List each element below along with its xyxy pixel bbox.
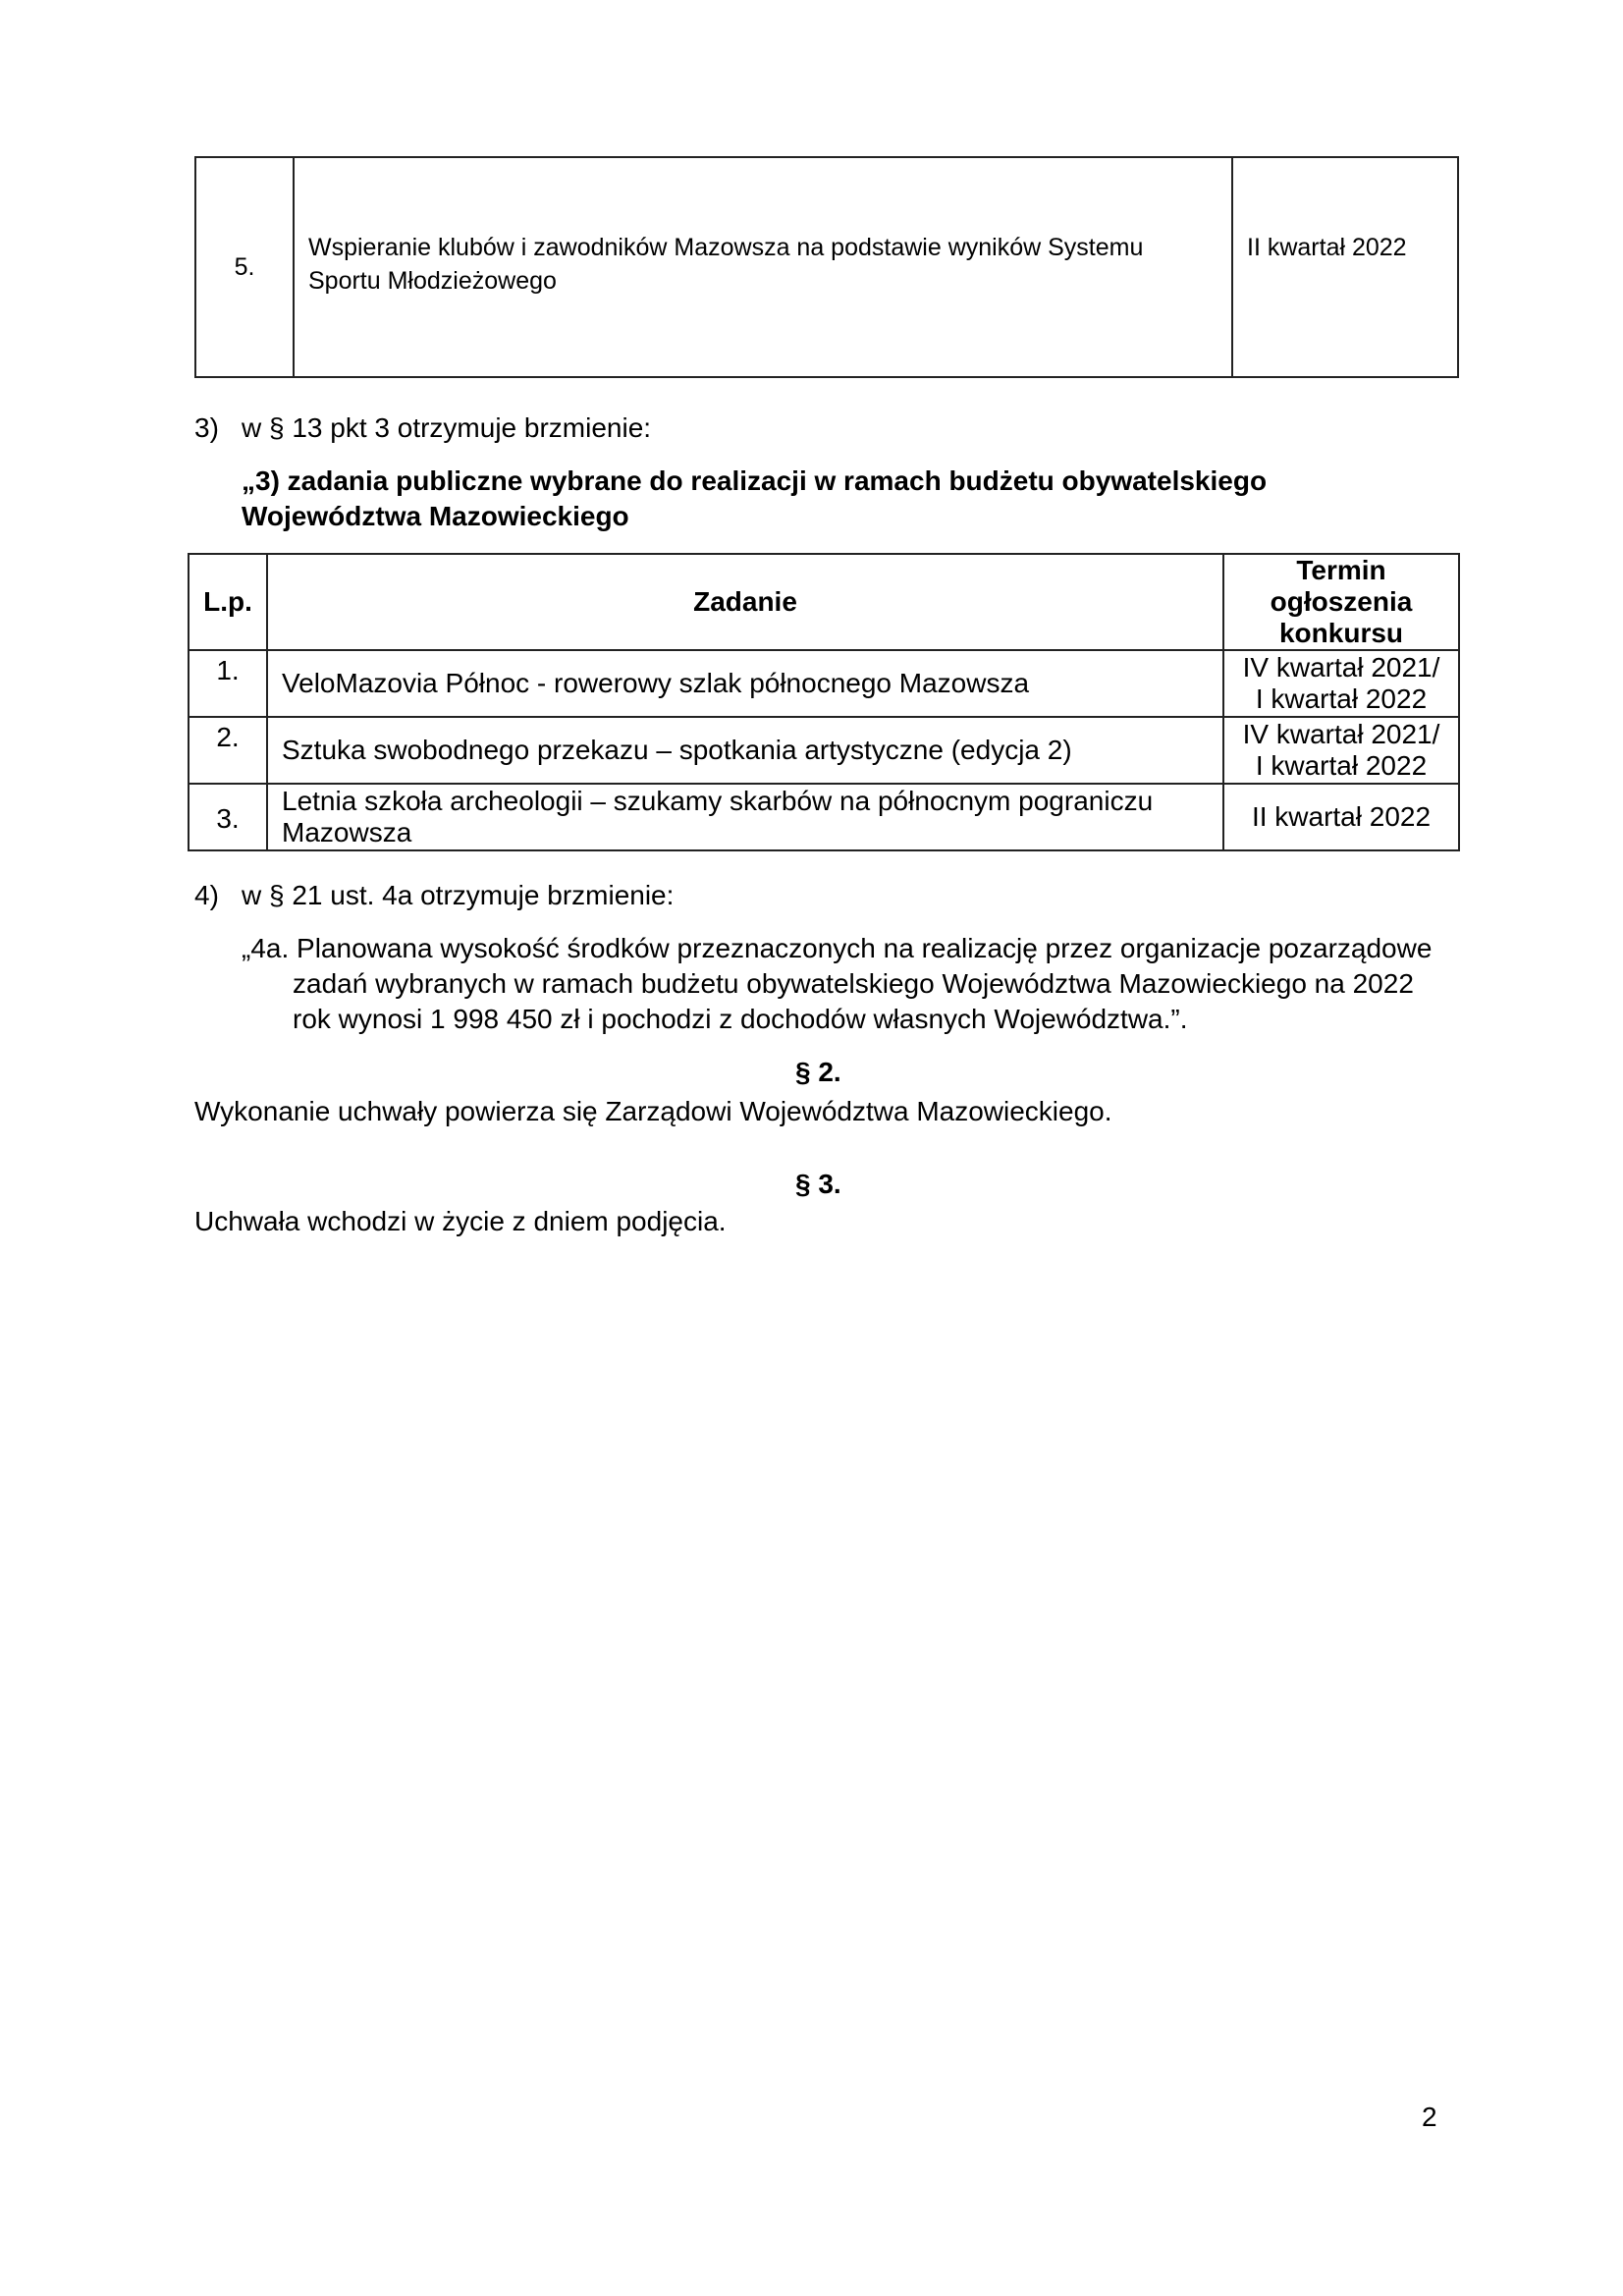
point-3-heading-line1: „3) zadania publiczne wybrane do realizacji w ramach budżetu obywatelskiego bbox=[242, 465, 1268, 496]
section-2-text: Wykonanie uchwały powierza się Zarządowi Województwa Mazowieckiego. bbox=[194, 1096, 1112, 1126]
point-3-label: 3) bbox=[194, 412, 219, 443]
table-row bbox=[189, 650, 1459, 717]
row-task: VeloMazovia Północ - rowerowy szlak północnego Mazowsza bbox=[267, 650, 1223, 717]
row-lp: 1. bbox=[189, 650, 267, 717]
point-4-quote-line1: „4a. Planowana wysokość środków przeznaczonych na realizację przez organizacje pozarządowe bbox=[242, 933, 1433, 963]
row-task: Sztuka swobodnego przekazu – spotkania artystyczne (edycja 2) bbox=[267, 717, 1223, 784]
section-3-text: Uchwała wchodzi w życie z dniem podjęcia. bbox=[194, 1206, 727, 1236]
table-row bbox=[195, 157, 1458, 377]
point-4-quote-line2: zadań wybranych w ramach budżetu obywatelskiego Województwa Mazowieckiego na 2022 bbox=[293, 968, 1414, 999]
point-4-label: 4) bbox=[194, 880, 219, 910]
section-2-heading: § 2. bbox=[795, 1057, 841, 1087]
row-term: IV kwartał 2021/ I kwartał 2022 bbox=[1223, 717, 1459, 784]
row-term: II kwartał 2022 bbox=[1232, 157, 1458, 377]
page-number: 2 bbox=[1422, 2102, 1437, 2132]
row-lp: 3. bbox=[189, 784, 267, 850]
header-term: Termin ogłoszenia konkursu bbox=[1223, 554, 1459, 650]
point-3-heading-line2: Województwa Mazowieckiego bbox=[242, 501, 629, 531]
section-3-heading: § 3. bbox=[795, 1169, 841, 1199]
header-task: Zadanie bbox=[267, 554, 1223, 650]
row-lp: 2. bbox=[189, 717, 267, 784]
table-row bbox=[189, 717, 1459, 784]
point-3-text: w § 13 pkt 3 otrzymuje brzmienie: bbox=[242, 412, 652, 443]
row-task: Wspieranie klubów i zawodników Mazowsza na podstawie wyników Systemu Sportu Młodzieżowego bbox=[294, 157, 1232, 377]
point-4-text: w § 21 ust. 4a otrzymuje brzmienie: bbox=[242, 880, 675, 910]
row-task: Letnia szkoła archeologii – szukamy skarbów na północnym pograniczu Mazowsza bbox=[267, 784, 1223, 850]
row-term: II kwartał 2022 bbox=[1223, 784, 1459, 850]
point-4-quote-line3: rok wynosi 1 998 450 zł i pochodzi z dochodów własnych Województwa.”. bbox=[293, 1004, 1188, 1034]
table-row bbox=[189, 784, 1459, 850]
table-continued bbox=[194, 156, 1459, 378]
header-lp: L.p. bbox=[189, 554, 267, 650]
row-number: 5. bbox=[195, 157, 294, 377]
budget-tasks-table bbox=[188, 553, 1460, 851]
row-term: IV kwartał 2021/ I kwartał 2022 bbox=[1223, 650, 1459, 717]
table-header-row bbox=[189, 554, 1459, 650]
